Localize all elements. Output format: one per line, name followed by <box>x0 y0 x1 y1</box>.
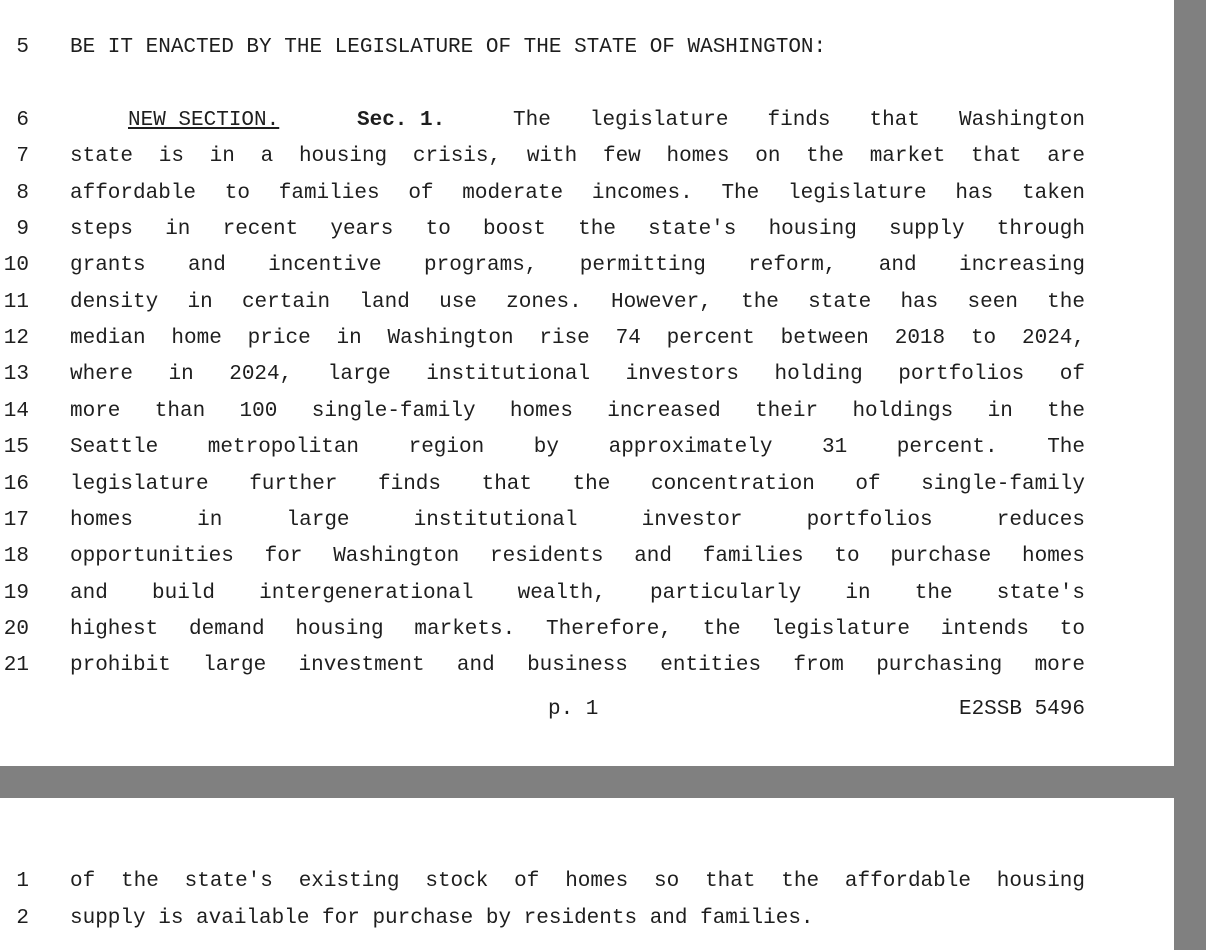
line-text: opportunities for Washington residents and families to purchase homes <box>70 545 1085 568</box>
line-number: 21 <box>3 654 29 677</box>
line-text: homes in large institutional investor portfolios reduces <box>70 509 1085 532</box>
line-number: 8 <box>16 182 29 205</box>
text-line <box>0 612 1174 648</box>
text-line <box>0 576 1174 612</box>
text-line <box>0 467 1174 503</box>
line-text: more than 100 single-family homes increased their holdings in the <box>70 400 1085 423</box>
line-text: affordable to families of moderate incomes. The legislature has taken <box>70 182 1085 205</box>
text-line <box>0 864 1174 900</box>
line-text: state is in a housing crisis, with few homes on the market that are <box>70 145 1085 168</box>
text-line <box>0 248 1174 284</box>
line-text: supply is available for purchase by residents and families. <box>70 907 814 930</box>
text-line <box>0 648 1174 684</box>
bill-identifier: E2SSB 5496 <box>958 698 1085 721</box>
text-line <box>0 503 1174 539</box>
line-text: median home price in Washington rise 74 percent between 2018 to 2024, <box>70 327 1085 350</box>
enacting-clause: BE IT ENACTED BY THE LEGISLATURE OF THE STATE OF WASHINGTON: <box>70 36 827 59</box>
enact-line <box>0 30 1174 66</box>
line-text: where in 2024, large institutional investors holding portfolios of <box>70 363 1085 386</box>
text-line <box>0 539 1174 575</box>
line-number: 9 <box>16 218 29 241</box>
line-number: 11 <box>3 291 29 314</box>
line-text: highest demand housing markets. Therefore, the legislature intends to <box>70 618 1085 641</box>
section-number: Sec. 1. <box>357 109 446 132</box>
line-number: 17 <box>3 509 29 532</box>
line-number: 18 <box>3 545 29 568</box>
line-number: 10 <box>3 254 29 277</box>
text-line <box>0 212 1174 248</box>
line-number: 5 <box>16 36 29 59</box>
line-number: 19 <box>3 582 29 605</box>
line-number: 12 <box>3 327 29 350</box>
line-number: 7 <box>16 145 29 168</box>
line-number: 1 <box>16 870 29 893</box>
text-line <box>0 321 1174 357</box>
line-number: 20 <box>3 618 29 641</box>
text-line <box>0 394 1174 430</box>
line-number: 14 <box>3 400 29 423</box>
text-line <box>0 139 1174 175</box>
text-line <box>0 357 1174 393</box>
line-number: 13 <box>3 363 29 386</box>
line-text: The legislature finds that Washington <box>513 109 1085 132</box>
line-number: 16 <box>3 473 29 496</box>
line-text: prohibit large investment and business entities from purchasing more <box>70 654 1085 677</box>
document-page-2 <box>0 798 1174 950</box>
text-line <box>0 901 1174 937</box>
section-heading-line <box>0 103 1174 139</box>
line-text: Seattle metropolitan region by approximately 31 percent. The <box>70 436 1085 459</box>
line-text: and build intergenerational wealth, particularly in the state's <box>70 582 1085 605</box>
line-text: grants and incentive programs, permitting reform, and increasing <box>70 254 1085 277</box>
new-section-label: NEW SECTION. <box>128 109 280 132</box>
line-text: density in certain land use zones. However, the state has seen the <box>70 291 1085 314</box>
line-number: 2 <box>16 907 29 930</box>
text-line <box>0 430 1174 466</box>
line-text: of the state's existing stock of homes so that the affordable housing <box>70 870 1085 893</box>
line-text: steps in recent years to boost the state's housing supply through <box>70 218 1085 241</box>
page-gap <box>0 766 1174 798</box>
page-number: p. 1 <box>548 698 599 721</box>
text-line <box>0 176 1174 212</box>
line-text: legislature further finds that the concentration of single-family <box>70 473 1085 496</box>
text-line <box>0 285 1174 321</box>
line-number: 15 <box>3 436 29 459</box>
scrollbar-track[interactable] <box>1174 0 1206 950</box>
line-number: 6 <box>16 109 29 132</box>
